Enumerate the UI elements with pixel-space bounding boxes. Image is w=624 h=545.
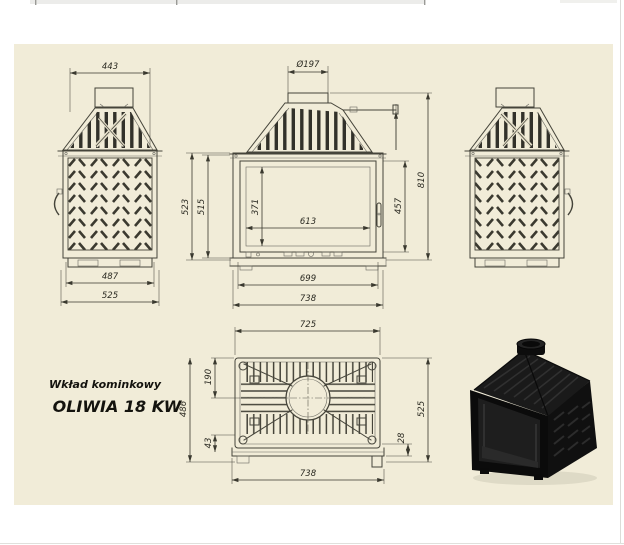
dim-plan-depth-left: 486	[179, 400, 189, 418]
dim-front-body-width: 699	[299, 274, 317, 284]
product-name-label: OLIWIA 18 KW	[52, 397, 182, 416]
dim-plan-depth-right: 525	[417, 400, 427, 418]
dim-front-overall-width: 738	[299, 294, 317, 304]
dim-glass-width: 613	[299, 217, 317, 227]
dim-plan-base-offset: 28	[397, 432, 407, 444]
dim-front-height-outer: 523	[181, 198, 191, 216]
dim-door-height: 457	[394, 197, 404, 215]
dim-plan-flue-offset: 190	[204, 368, 214, 386]
dim-flue-diameter: Ø197	[296, 60, 320, 70]
dim-side-base-inner-width: 487	[101, 272, 119, 282]
dim-plan-overall-width: 738	[299, 469, 317, 479]
dim-glass-height: 371	[251, 198, 261, 216]
dim-side-base-outer-width: 525	[101, 291, 119, 301]
top-edge-artifact	[30, 0, 617, 5]
product-type-label: Wkład kominkowy	[48, 378, 162, 391]
dim-plan-body-width: 725	[299, 320, 317, 330]
dim-total-height: 810	[417, 171, 427, 189]
dim-plan-base-height: 43	[204, 437, 214, 449]
dim-front-height-inner: 515	[197, 198, 207, 216]
dim-side-top-width: 443	[101, 62, 119, 72]
